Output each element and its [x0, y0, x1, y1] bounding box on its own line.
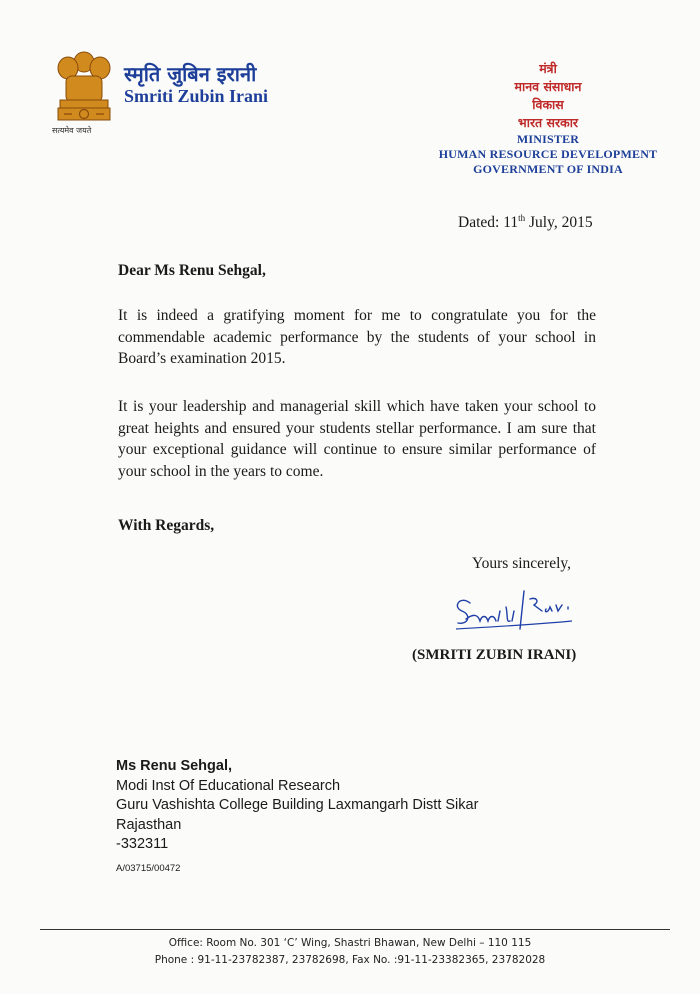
minister-hindi-line: मंत्री [539, 61, 557, 76]
recipient-address [116, 757, 478, 855]
address-line: -332311 [116, 836, 169, 852]
ministry-name: HUMAN RESOURCE DEVELOPMENT [438, 147, 658, 161]
minister-hindi-line: विकास [532, 97, 564, 112]
signee-name: (SMRITI ZUBIN IRANI) [412, 647, 577, 663]
emblem-motto: सत्यमेव जयते [52, 126, 92, 135]
handwritten-signature [450, 585, 600, 640]
address-line: Guru Vashishta College Building Laxmangarh Distt Sikar [116, 797, 479, 813]
government-name: GOVERNMENT OF INDIA [473, 162, 623, 176]
letter-date: Dated: 11th July, 2015 [458, 213, 593, 232]
address-line: Rajasthan [116, 816, 182, 833]
minister-designation-block [436, 60, 660, 177]
body-paragraph-2: It is your leadership and managerial skill which have taken your school to great heights and ensured your students stellar performance. I am sure that your exceptional guidance will continue to ensure similar performance of your school in the years to come. [118, 398, 596, 480]
reference-number: A/03715/00472 [116, 863, 181, 874]
office-address: Office: Room No. 301 ‘C’ Wing, Shastri Bhawan, New Delhi – 110 115 [168, 937, 532, 949]
regards-line: With Regards, [118, 517, 215, 534]
body-paragraph-1: It is indeed a gratifying moment for me to congratulate you for the commendable academic performance by the students of your school in Board’s examination 2015. [118, 307, 596, 367]
minister-title: MINISTER [516, 132, 580, 146]
salutation: Dear Ms Renu Sehgal, [118, 262, 266, 279]
contact-numbers: Phone : 91-11-23782387, 23782698, Fax No. :91-11-23382365, 23782028 [154, 954, 546, 966]
recipient-name: Ms Renu Sehgal, [116, 758, 233, 774]
sender-name-hindi: स्मृति जुबिन इरानी [124, 62, 257, 86]
minister-hindi-line: भारत सरकार [517, 115, 579, 130]
footer [0, 935, 700, 969]
closing-line: Yours sincerely, [472, 555, 572, 572]
minister-hindi-line: मानव संसाधान [514, 79, 582, 94]
sender-name: Smriti Zubin Irani [124, 86, 269, 106]
footer-divider [40, 929, 670, 930]
address-line: Modi Inst Of Educational Research [116, 777, 341, 794]
